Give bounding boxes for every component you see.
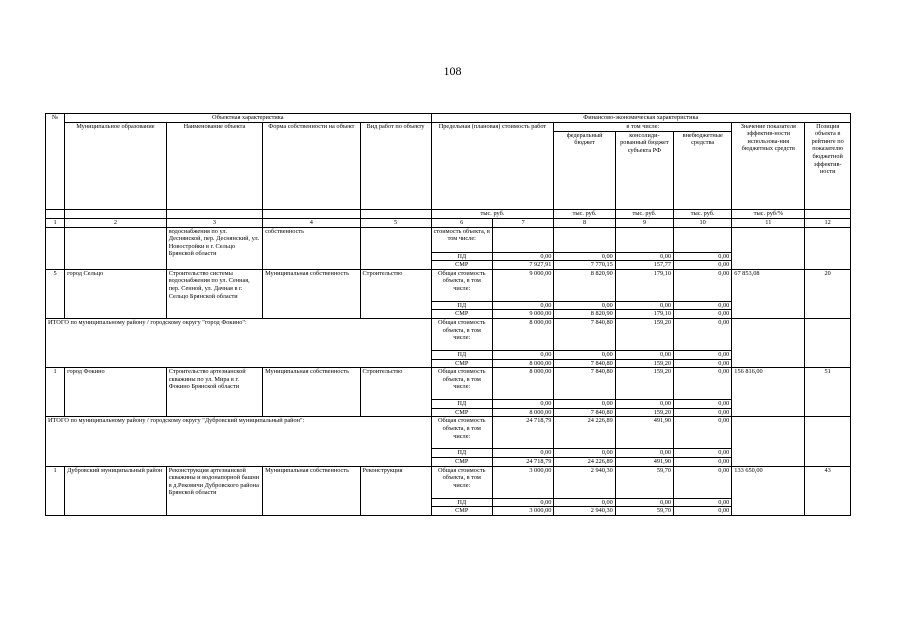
value-cell: 159,20	[615, 408, 673, 417]
ownership: Муниципальная собственность	[263, 368, 360, 417]
header-units-row	[46, 209, 851, 218]
value-cell: 491,90	[615, 417, 673, 449]
value-cell: 0,00	[492, 350, 553, 359]
value-cell: 0,00	[554, 350, 615, 359]
value-cell: 7 840,80	[554, 368, 615, 400]
col-num: 10	[674, 218, 732, 227]
value-cell: 0,00	[492, 449, 553, 458]
value-cell: 0,00	[615, 400, 673, 409]
col-num: 8	[554, 218, 615, 227]
object-name: Строительство системы водоснабжения по ул. Сенная, пер. Сенной, ул. Дачная в г. Сельцо Брянской области	[166, 269, 262, 318]
value-cell: 0,00	[674, 449, 732, 458]
efficiency-value: 67 853,08	[732, 269, 805, 318]
value-cell: 7 840,80	[554, 318, 615, 350]
header-ownership: Форма собственности на объект	[263, 122, 360, 209]
work-type: Реконструкция	[360, 466, 431, 515]
header-federal: федеральный бюджет	[554, 131, 615, 209]
object-name: Строительство артезианской скважины по ул. Мира в г. Фокино Брянской области	[166, 368, 262, 417]
value-cell: 3 000,00	[492, 466, 553, 498]
value-cell: 491,90	[615, 457, 673, 466]
header-finance-group: Финансово-экономическая характеристика	[431, 114, 850, 123]
col-num: 9	[615, 218, 673, 227]
value-cell: 0,00	[674, 498, 732, 507]
header-extrabudget: внебюджетные средства	[674, 131, 732, 209]
col-num: 3	[166, 218, 262, 227]
col-num: 12	[805, 218, 851, 227]
row-number: 1	[46, 368, 65, 417]
value-cell: 2 940,30	[554, 466, 615, 498]
value-cell: 24 718,79	[492, 457, 553, 466]
value-cell: 159,20	[615, 368, 673, 400]
col-num: 4	[263, 218, 360, 227]
value-cell: 7 840,80	[554, 408, 615, 417]
ownership: Муниципальная собственность	[263, 466, 360, 515]
header-row-titles	[46, 122, 851, 131]
smr-label: СМР	[431, 457, 492, 466]
value-cell: 0,00	[554, 449, 615, 458]
value-cell: 9 000,00	[492, 269, 553, 301]
value-cell: 159,20	[615, 318, 673, 350]
work-type: Строительство	[360, 368, 431, 417]
value-cell: 0,00	[492, 498, 553, 507]
value-cell: 7 927,91	[492, 261, 553, 270]
value-cell: 0,00	[492, 301, 553, 310]
header-object-group: Объектная характеристика	[65, 114, 431, 123]
value-cell: 0,00	[674, 310, 732, 319]
value-cell: 0,00	[615, 498, 673, 507]
header-cost: Предельная (плановая) стоимость работ	[431, 122, 554, 209]
value-cell: 8 000,00	[492, 368, 553, 400]
value-cell: 24 226,89	[554, 417, 615, 449]
value-cell: 0,00	[554, 498, 615, 507]
value-cell: 0,00	[554, 301, 615, 310]
ownership: Муниципальная собственность	[263, 269, 360, 318]
municipality: Дубровский муниципальный район	[65, 466, 167, 515]
pd-label: ПД	[431, 449, 492, 458]
row-number: 1	[46, 466, 65, 515]
value-cell: 8 820,90	[554, 310, 615, 319]
object-name: водоснабжения по ул. Деснянской, пер. Деснянский, ул. Новостройки в г. Сельцо Брянской области	[166, 227, 262, 269]
efficiency-value: 133 650,00	[732, 466, 805, 515]
value-cell: 179,10	[615, 310, 673, 319]
unit-extrabudget: тыс. руб.	[674, 209, 732, 218]
value-cell: 7 770,15	[554, 261, 615, 270]
total-label: Общая стоимость объекта, в том числе:	[431, 466, 492, 498]
value-cell: 0,00	[674, 417, 732, 449]
table-row	[46, 269, 851, 301]
rank-value: 20	[805, 269, 851, 318]
col-num: 11	[732, 218, 805, 227]
col-num: 6	[431, 218, 492, 227]
object-name: Реконструкция артезианской скважины и водонапорной башни в д.Рековичи Дубровского района Брянской области	[166, 466, 262, 515]
unit-federal: тыс. руб.	[554, 209, 615, 218]
value-cell: 0,00	[492, 400, 553, 409]
value-cell: 9 000,00	[492, 310, 553, 319]
header-numbers-row	[46, 218, 851, 227]
value-cell: 0,00	[674, 269, 732, 301]
header-consolidated: консолиди-рованный бюджет субъекта РФ	[615, 131, 673, 209]
value-cell: 0,00	[674, 350, 732, 359]
value-cell: 0,00	[674, 368, 732, 400]
smr-label: СМР	[431, 507, 492, 516]
table-row	[46, 466, 851, 498]
row-number: 5	[46, 269, 65, 318]
table-row	[46, 368, 851, 400]
header-row-groups	[46, 114, 851, 123]
smr-label: СМР	[431, 261, 492, 270]
pd-label: ПД	[431, 400, 492, 409]
pd-label: ПД	[431, 498, 492, 507]
value-cell: 0,00	[674, 261, 732, 270]
cost-label: стоимость объекта, в том числе:	[431, 227, 492, 252]
pd-label: ПД	[431, 350, 492, 359]
value-cell: 59,70	[615, 507, 673, 516]
page-number: 108	[443, 64, 462, 78]
table-row	[46, 227, 851, 252]
value-cell: 59,70	[615, 466, 673, 498]
work-type: Строительство	[360, 269, 431, 318]
value-cell: 8 820,90	[554, 269, 615, 301]
unit-efficiency: тыс. руб/%	[732, 209, 805, 218]
value-cell: 0,00	[674, 466, 732, 498]
municipality: город Сельцо	[65, 269, 167, 318]
value-cell: 0,00	[674, 457, 732, 466]
value-cell: 0,00	[554, 400, 615, 409]
value-cell: 24 226,89	[554, 457, 615, 466]
value-cell: 8 000,00	[492, 408, 553, 417]
ownership: собственность	[263, 227, 360, 269]
table-row	[46, 417, 851, 449]
efficiency-value: 156 816,00	[732, 368, 805, 417]
smr-label: СМР	[431, 310, 492, 319]
header-work-type: Вид работ по объекту	[360, 122, 431, 209]
value-cell: 0,00	[674, 408, 732, 417]
value-cell: 24 718,79	[492, 417, 553, 449]
header-object-name: Наименование объекта	[166, 122, 262, 209]
value-cell: 8 000,00	[492, 359, 553, 368]
header-no: №	[46, 114, 65, 210]
header-rank: Позиция объекта в рейтинге по показателю бюджетной эффектив-ности	[805, 122, 851, 209]
col-num: 5	[360, 218, 431, 227]
municipality: город Фокино	[65, 368, 167, 417]
rank-value: 51	[805, 368, 851, 417]
value-cell: 157,77	[615, 261, 673, 270]
header-including: в том числе:	[554, 122, 732, 131]
value-cell: 0,00	[674, 359, 732, 368]
value-cell: 0,00	[615, 301, 673, 310]
value-cell: 0,00	[674, 400, 732, 409]
value-cell: 0,00	[615, 252, 673, 261]
investment-table	[45, 113, 851, 516]
header-municipality: Муниципальное образование	[65, 122, 167, 209]
value-cell: 0,00	[674, 252, 732, 261]
value-cell: 0,00	[492, 252, 553, 261]
table-row	[46, 318, 851, 350]
unit-consolidated: тыс. руб.	[615, 209, 673, 218]
value-cell: 3 000,00	[492, 507, 553, 516]
total-label: Общая стоимость объекта, в том числе:	[431, 417, 492, 449]
smr-label: СМР	[431, 408, 492, 417]
total-label: Общая стоимость объекта, в том числе:	[431, 318, 492, 350]
pd-label: ПД	[431, 252, 492, 261]
smr-label: СМР	[431, 359, 492, 368]
rank-value: 43	[805, 466, 851, 515]
value-cell: 2 940,30	[554, 507, 615, 516]
value-cell: 0,00	[554, 252, 615, 261]
value-cell: 0,00	[674, 507, 732, 516]
subtotal-title: ИТОГО по муниципальному району / городскому округу "город Фокино":	[46, 318, 432, 367]
value-cell: 0,00	[615, 449, 673, 458]
col-num: 1	[46, 218, 65, 227]
value-cell: 159,20	[615, 359, 673, 368]
unit-cost: тыс. руб.	[431, 209, 554, 218]
col-num: 2	[65, 218, 167, 227]
value-cell: 179,10	[615, 269, 673, 301]
total-label: Общая стоимость объекта, в том числе:	[431, 269, 492, 301]
value-cell: 8 000,00	[492, 318, 553, 350]
value-cell: 0,00	[615, 350, 673, 359]
value-cell: 0,00	[674, 301, 732, 310]
value-cell: 7 840,80	[554, 359, 615, 368]
col-num: 7	[492, 218, 553, 227]
subtotal-title: ИТОГО по муниципальному району / городскому округу "Дубровский муниципальный район":	[46, 417, 432, 466]
total-label: Общая стоимость объекта, в том числе:	[431, 368, 492, 400]
header-efficiency: Значение показателя эффектив-ности использова-ния бюджетных средств	[732, 122, 805, 209]
value-cell: 0,00	[674, 318, 732, 350]
pd-label: ПД	[431, 301, 492, 310]
